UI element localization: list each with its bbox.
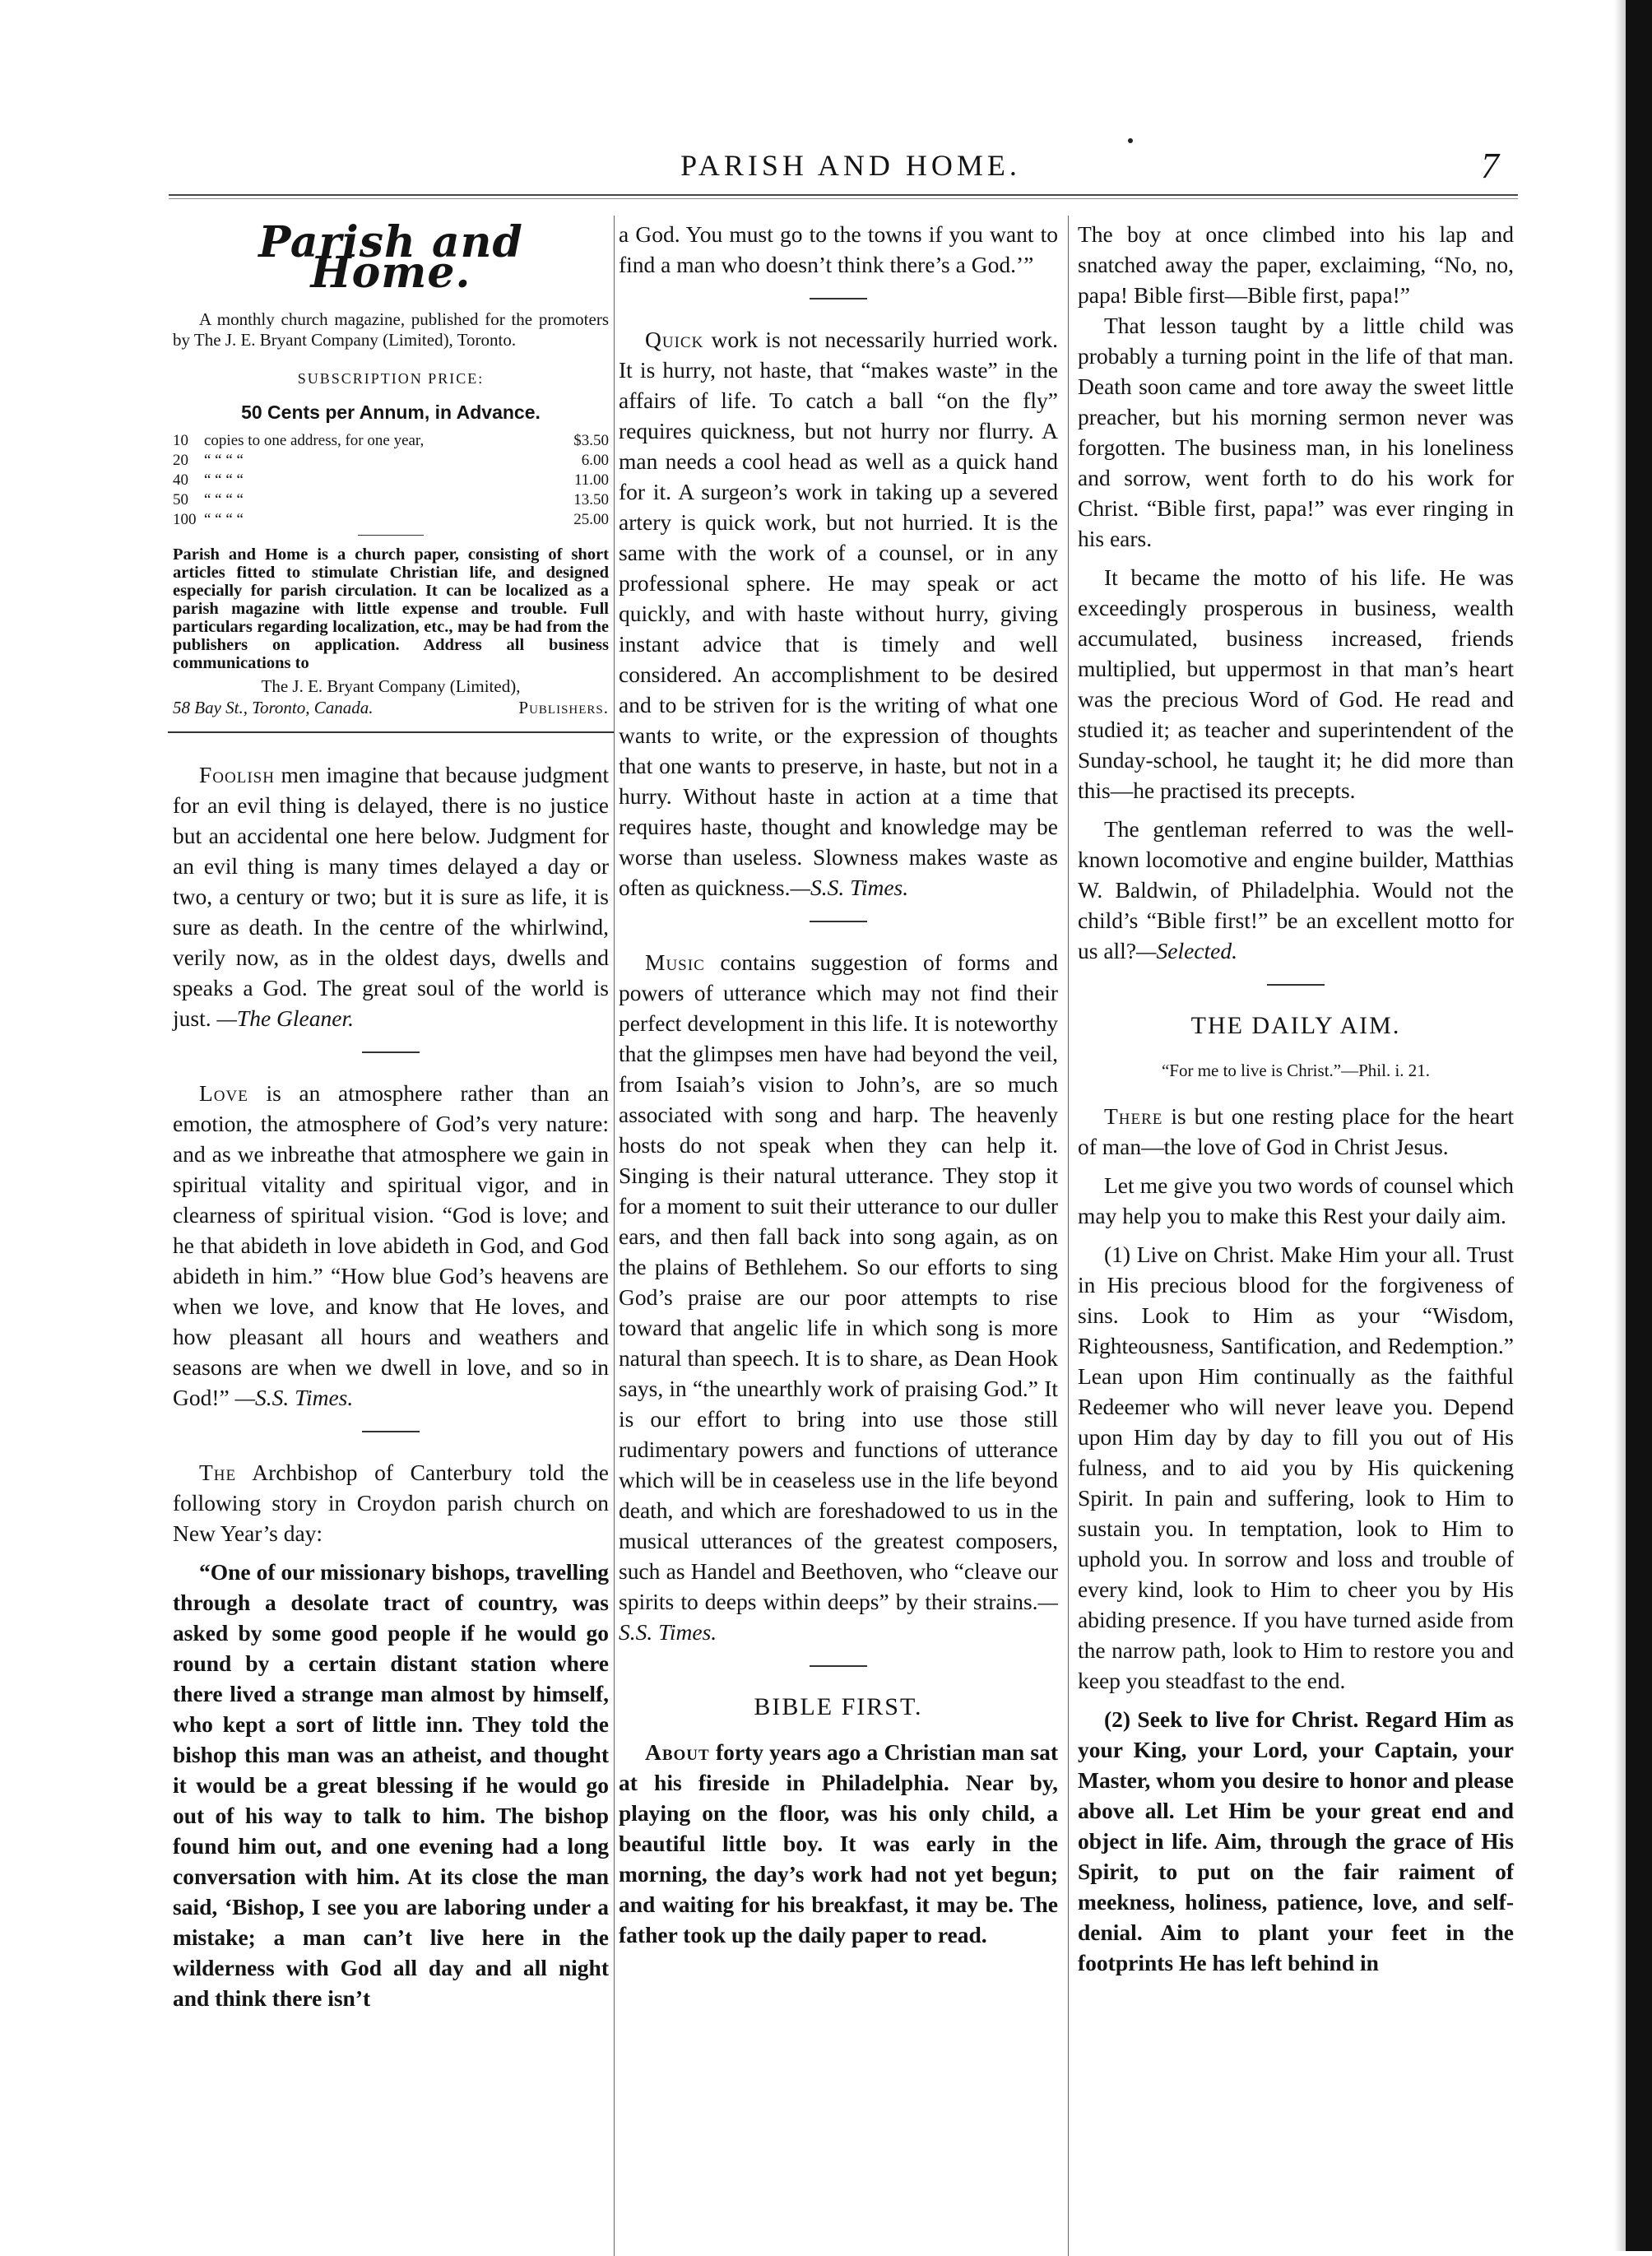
- rate-qty: 10: [173, 432, 188, 449]
- masthead-title: Parish and Home.: [258, 217, 523, 298]
- love-text: is an atmosphere rather than an emotion, the atmosphere of God’s very nature: and as we inbreathe that atmosphere we gain in spiritual vitality and spiritual vigor, and in clearness of spiritual vision. “God is love; and he that abideth in love abideth in God, and God abideth in him.” “How blue God’s heavens are when we love, and know that He loves, and how pleasant all hours and weathers and seasons are when we dwell in love, and so in God!”: [173, 1080, 609, 1410]
- rate-price: 25.00: [573, 511, 609, 528]
- rate-row: [173, 431, 609, 451]
- bible-first-title: BIBLE FIRST.: [754, 1693, 923, 1720]
- rate-label: “ “ “ “: [204, 491, 244, 508]
- publisher-role: Publishers.: [518, 698, 609, 717]
- love-source: —S.S. Times.: [234, 1385, 354, 1410]
- price-line: 50 Cents per Annum, in Advance.: [241, 402, 541, 423]
- quick-paragraph: [619, 324, 1058, 903]
- column-rule-1: [614, 216, 615, 2256]
- foolish-source: —The Gleaner.: [216, 1005, 355, 1031]
- column-1: [173, 219, 609, 2022]
- rate-label: copies to one address, for one year,: [204, 432, 425, 449]
- masthead-rule: [168, 731, 614, 733]
- rate-row: [173, 451, 609, 471]
- quick-lead: Quick: [645, 327, 704, 352]
- there-lead: There: [1104, 1103, 1163, 1129]
- column-2: [619, 219, 1058, 1958]
- rate-label: “ “ “ “: [204, 511, 244, 528]
- subscription-heading: SUBSCRIPTION PRICE:: [297, 370, 485, 387]
- gentleman-source: —Selected.: [1136, 938, 1237, 963]
- running-title: PARISH AND HOME.: [680, 149, 1021, 182]
- foolish-text: men imagine that because judgment for an evil thing is delayed, there is no justice but an accidental one here below. Judgment for an evil thing is many times delayed a day or two, a century or two; but it is sure as life, it is sure as death. In the centre of the whirlwind, verily now, as in the oldest days, dwells and speaks a God. The great soul of the world is just.: [173, 762, 609, 1031]
- masthead-about: Parish and Home is a church paper, consisting of short articles fitted to stimulate Christian life, and designed especially for parish circulation. It can be localized as a parish magazine with little expense and trouble. Full particulars regarding localization, etc., may be had from the publishers on application. Address all business communications to: [173, 545, 609, 672]
- story-paragraph: “One of our missionary bishops, travelling through a desolate tract of country, was asked by some good people if he would go round by a certain distant station where there lived a strange man almost by himself, who kept a sort of little inn. They told the bishop this man was an atheist, and thought it would be a great blessing if he would go out of his way to talk to him. The bishop found him out, and one evening had a long conversation with him. At its close the man said, ‘Bishop, I see you are laboring under a mistake; a man can’t live here in the wilderness with God all day and all night and think there isn’t: [173, 1559, 609, 2011]
- rate-price: 11.00: [573, 471, 609, 489]
- publisher-name: The J. E. Bryant Company (Limited),: [261, 676, 521, 696]
- rate-qty: 40: [173, 471, 188, 489]
- epigraph: “For me to live is Christ.”—Phil. i. 21.: [1161, 1061, 1431, 1080]
- separator: [362, 1051, 420, 1053]
- rate-price: $3.50: [573, 432, 609, 449]
- music-text: contains suggestion of forms and powers of utterance which may not find their perfect development in this life. It is noteworthy that the glimpses men have had beyond the veil, from Isaiah’s vision to John’s, are so much associated with song and harp. The heavenly hosts do not speak when they can help it. Singing is their natural utterance. They stop it for a moment to suit their utterance to our duller ears, and then fall back into song again, as on the plains of Bethlehem. So our efforts to sing God’s praise are our poor attempts to rise toward that angelic life in which song is more natural than speech. It is to share, as Dean Hook says, in “the unearthly work of praising God.” It is our effort to bring into use those still rudimentary powers and functions of utterance which will be in ceaseless use in the life beyond death, and which are foreshadowed to us in the musical utterances of the greatest composers, such as Handel and Beethoven, who “cleave our spirits to deeps within deeps” by their strains.: [619, 949, 1058, 1614]
- rate-row: [173, 510, 609, 530]
- gentleman-text: The gentleman referred to was the well-known locomotive and engine builder, Matthias W. Baldwin, of Philadelphia. Would not the child’s “Bible first!” be an excellent motto for us all?: [1078, 816, 1514, 963]
- love-paragraph: [173, 1078, 609, 1413]
- separator: [810, 1665, 867, 1667]
- publisher-address: 58 Bay St., Toronto, Canada.: [173, 698, 374, 717]
- page-edge-shadow: [1614, 0, 1626, 2251]
- there-paragraph: [1078, 1101, 1514, 1162]
- music-lead: Music: [645, 949, 705, 975]
- archbishop-paragraph: [173, 1457, 609, 1548]
- page-number: 7: [1481, 146, 1499, 186]
- foolish-lead: Foolish: [199, 762, 275, 787]
- bible-text: forty years ago a Christian man sat at his fireside in Philadelphia. Near by, playing on the floor, was his only child, a beautiful little boy. It was early in the morning, the day’s work had not yet begun; and waiting for his breakfast, it may be. The father took up the daily paper to read.: [619, 1739, 1058, 1947]
- counsel-paragraph: Let me give you two words of counsel which may help you to make this Rest your daily aim.: [1078, 1172, 1514, 1228]
- header-rule: [169, 194, 1518, 199]
- rate-qty: 20: [173, 452, 188, 469]
- separator: [1267, 984, 1325, 986]
- bible-continuation: The boy at once climbed into his lap and snatched away the paper, exclaiming, “No, no, papa! Bible first—Bible first, papa!”: [1078, 221, 1514, 308]
- love-lead: Love: [199, 1080, 248, 1106]
- story-continuation: a God. You must go to the towns if you want to find a man who doesn’t think there’s a God.’”: [619, 221, 1058, 277]
- rates-rule: [358, 535, 424, 536]
- separator: [362, 1431, 420, 1432]
- gentleman-paragraph: [1078, 814, 1514, 966]
- column-3: [1078, 219, 1514, 1986]
- rates-table: [173, 431, 609, 530]
- live-on-christ-paragraph: (1) Live on Christ. Make Him your all. Trust in His precious blood for the forgiveness of sins. Look to Him as your “Wisdom, Righteousness, Santification, and Redemption.” Lean upon Him continually as the faithful Redeemer who will never leave you. Depend upon Him day by day to fill you out of His fulness, and to aid you by His quickening Spirit. In pain and suffering, look to Him to sustain you. In temptation, look to Him to uphold you. In sorrow and loss and trouble of every kind, look to Him to cheer you by His abiding presence. If you have turned aside from the narrow path, look to Him to restore you and keep you steadfast to the end.: [1078, 1242, 1514, 1693]
- quick-text: work is not necessarily hurried work. It is hurry, not haste, that “makes waste” in the affairs of life. To catch a ball “on the fly” requires quickness, but not hurry nor flurry. A man needs a cool head as well as a quick hand for it. A surgeon’s work in taking up a severed artery is quick work, but not hurried. It is the same with the work of a counsel, or in any professional sphere. He may speak or act quickly, and with haste without hurry, giving instant advice that is timely and well considered. An accomplishment to be desired and to be striven for is the writing of what one wants to write, or the expression of thoughts that one wants to preserve, in haste, but not in a hurry. Without haste in action at a time that requires haste, thought and knowledge may be worse than useless. Slowness makes waste as often as quickness.: [619, 327, 1058, 900]
- rate-qty: 100: [173, 511, 197, 528]
- foolish-paragraph: [173, 759, 609, 1033]
- rate-row: [173, 490, 609, 510]
- rate-label: “ “ “ “: [204, 471, 244, 489]
- separator: [810, 298, 867, 299]
- page-edge: [1626, 0, 1652, 2251]
- lesson-paragraph: That lesson taught by a little child was probably a turning point in the life of that man. Death soon came and tore away the sweet little preacher, but his morning sermon never was forgotten. The business man, in his loneliness and sorrow, went forth to do his work for Christ. “Bible first, papa!” was ever ringing in his ears.: [1078, 313, 1514, 551]
- separator: [810, 921, 867, 922]
- rate-label: “ “ “ “: [204, 452, 244, 469]
- quick-source: —S.S. Times.: [790, 875, 909, 900]
- masthead-description: A monthly church magazine, published for the promoters by The J. E. Bryant Company (Limited), Toronto.: [173, 309, 609, 350]
- bible-paragraph: [619, 1737, 1058, 1950]
- archbishop-text: Archbishop of Canterbury told the following story in Croydon parish church on New Year’s day:: [173, 1460, 609, 1546]
- bible-lead: About: [645, 1739, 710, 1765]
- publisher-block: [173, 675, 609, 718]
- motto-paragraph: It became the motto of his life. He was exceedingly prosperous in business, wealth accumulated, business increased, friends multiplied, but uppermost in that man’s heart was the precious Word of God. He read and studied it; as teacher and superintendent of the Sunday-school, he taught it; he did more than this—he practised its precepts.: [1078, 564, 1514, 803]
- rate-qty: 50: [173, 491, 188, 508]
- column-rule-2: [1068, 216, 1069, 2256]
- live-for-christ-paragraph: (2) Seek to live for Christ. Regard Him as your King, your Lord, your Captain, your Master, whom you desire to honor and please above all. Let Him be your great end and object in life. Aim, through the grace of His Spirit, to put on the fair raiment of meekness, holiness, patience, love, and self-denial. Aim to plant your feet in the footprints He has left behind in: [1078, 1706, 1514, 1975]
- daily-aim-title: THE DAILY AIM.: [1190, 1012, 1401, 1039]
- music-source: —S.S. Times.: [619, 1589, 1058, 1645]
- printer-dot: [1128, 138, 1133, 143]
- rate-row: [173, 471, 609, 490]
- there-text: is but one resting place for the heart of man—the love of God in Christ Jesus.: [1078, 1103, 1514, 1159]
- archbishop-lead: The: [199, 1460, 237, 1485]
- music-paragraph: [619, 947, 1058, 1647]
- rate-price: 13.50: [573, 491, 609, 508]
- rate-price: 6.00: [581, 452, 609, 469]
